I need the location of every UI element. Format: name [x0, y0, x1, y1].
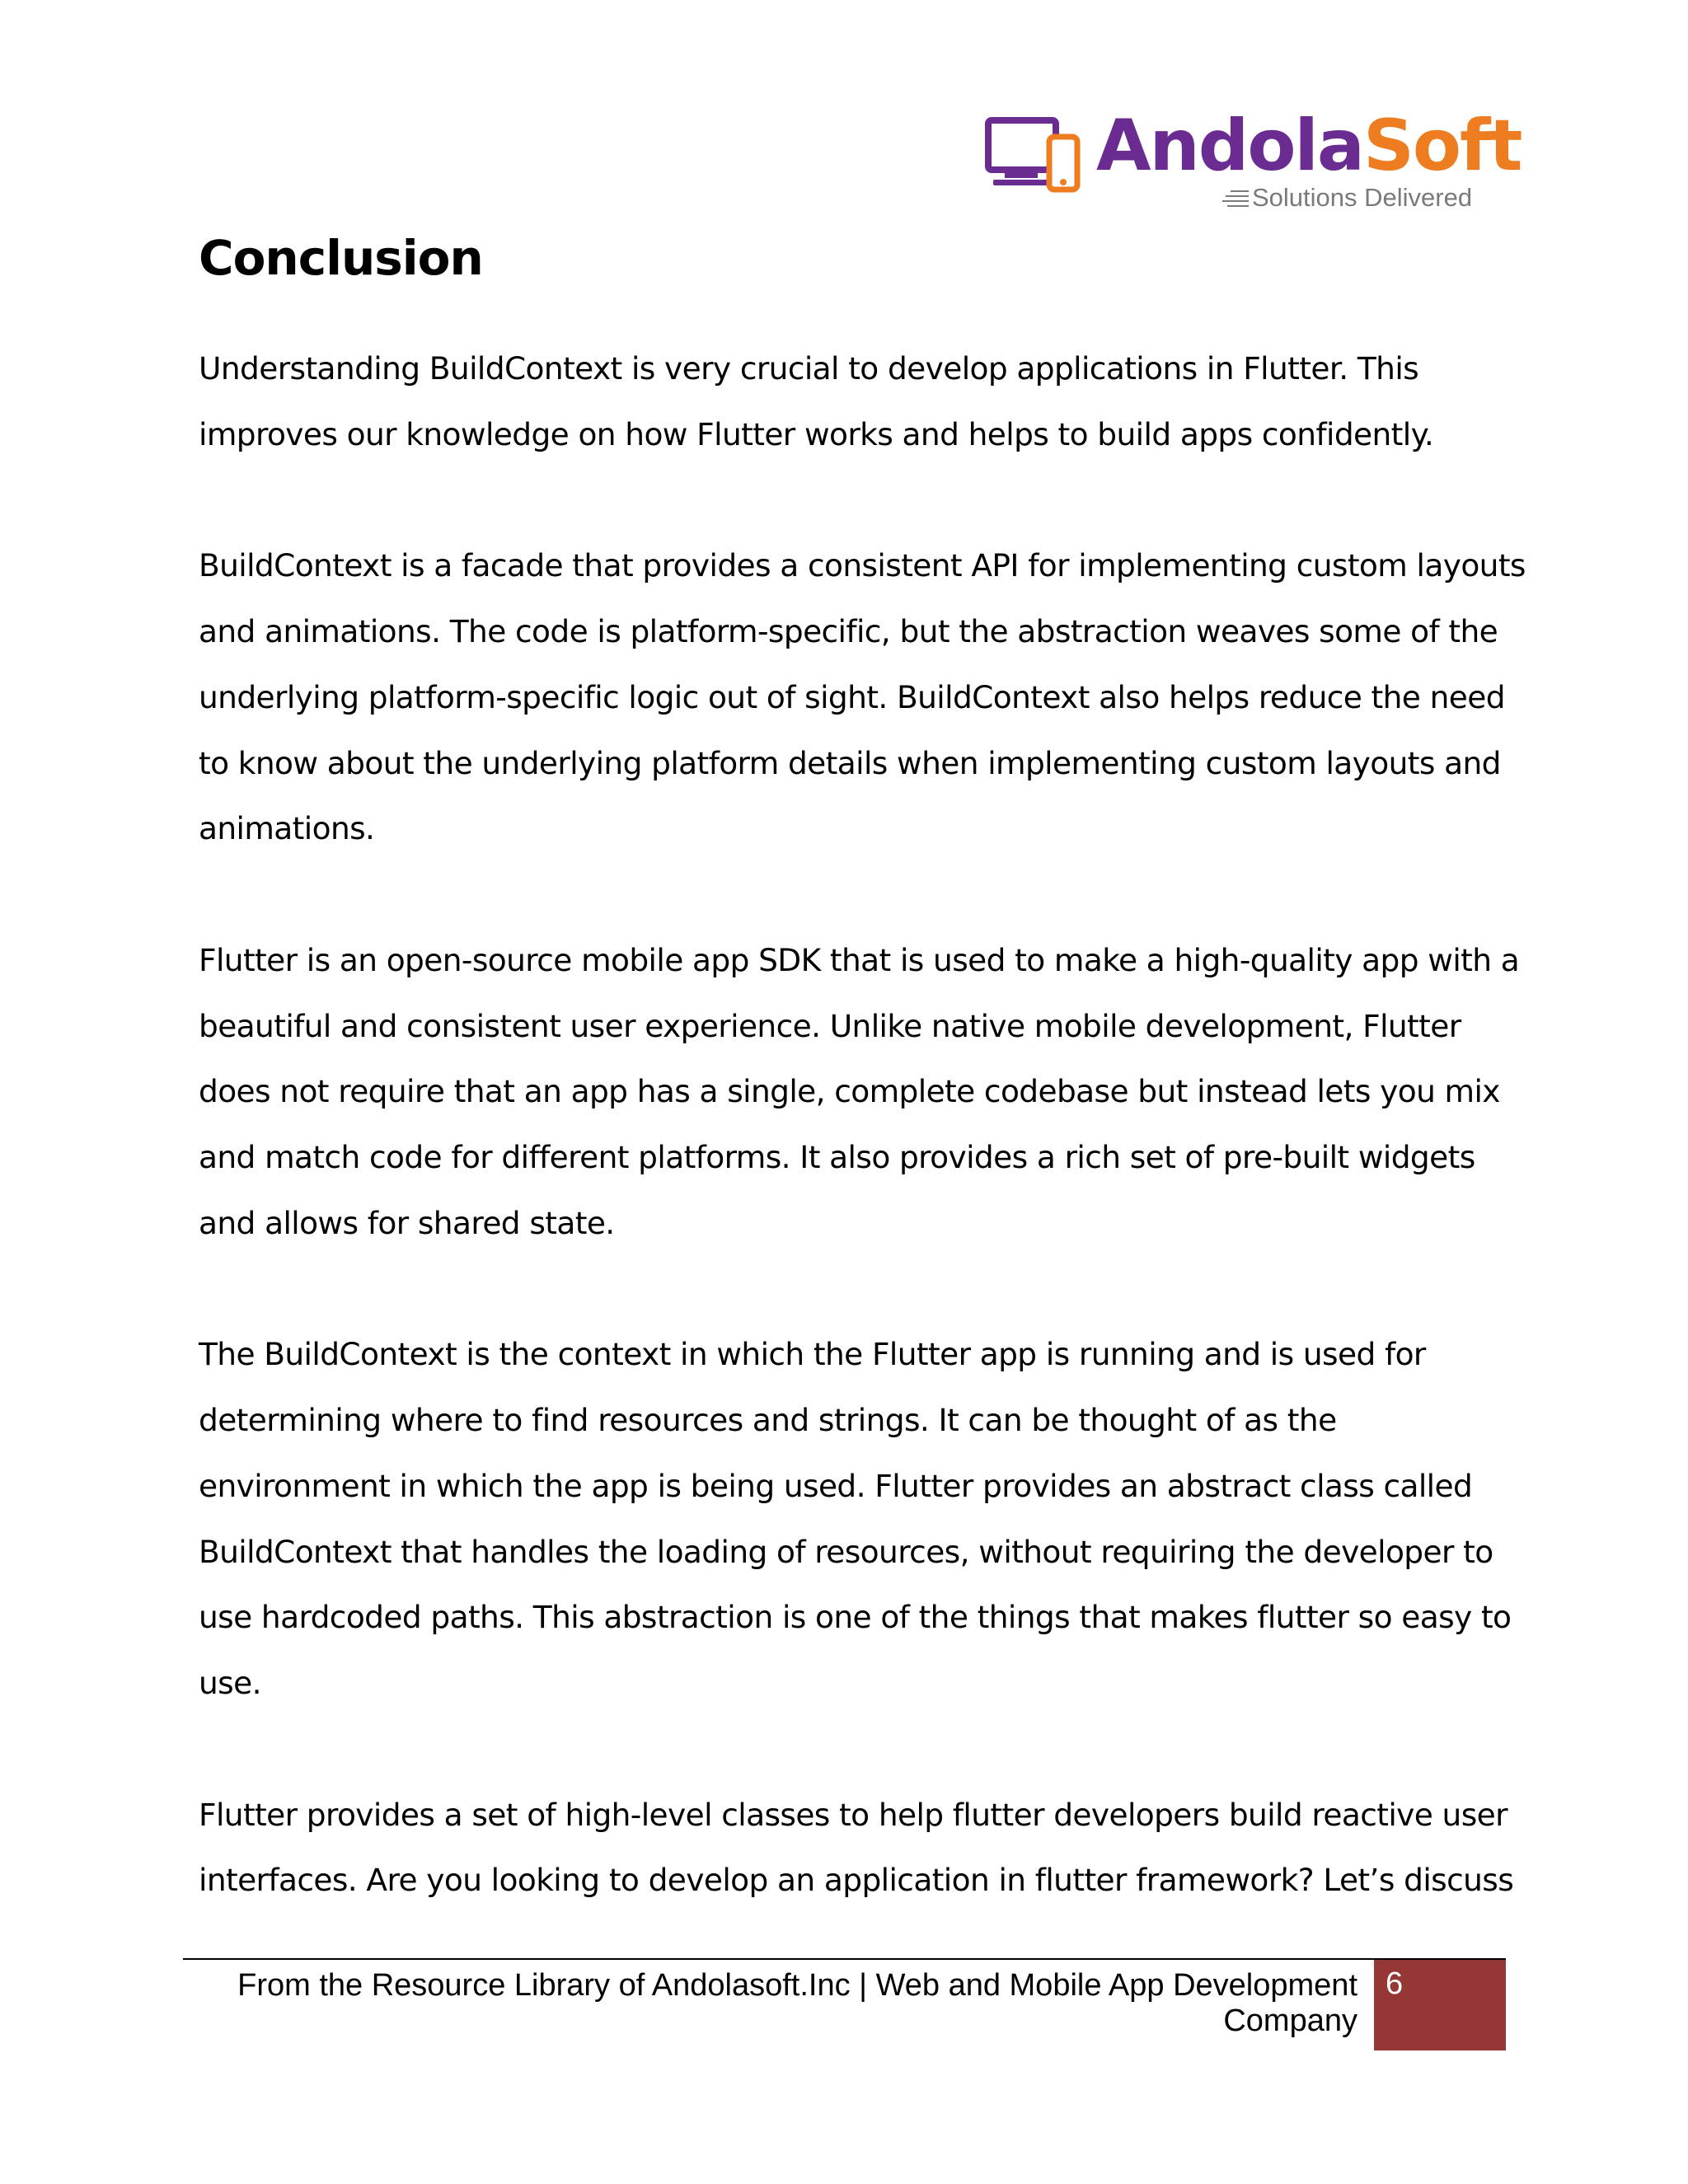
footer-line-2: Company — [1223, 2004, 1357, 2038]
page-number: 6 — [1386, 1966, 1404, 2001]
logo-tagline — [1222, 183, 1472, 213]
andolasoft-logo — [985, 105, 1522, 214]
text-line: beautiful and consistent user experience. Unlike native mobile development, Flutter — [199, 1007, 1461, 1044]
devices-icon — [985, 115, 1084, 194]
text-line: use hardcoded paths. This abstraction is one of the things that makes flutter so easy to — [199, 1599, 1512, 1636]
logo-wordmark — [1096, 101, 1521, 191]
paragraph-1 — [199, 336, 1517, 467]
logo-tagline-text: Solutions Delivered — [1252, 183, 1473, 212]
page-number-box — [1374, 1960, 1506, 2050]
text-line: BuildContext that handles the loading of resources, without requiring the developer to — [199, 1533, 1493, 1570]
page-title: Conclusion — [199, 230, 483, 286]
text-line: improves our knowledge on how Flutter works and helps to build apps confidently. — [199, 415, 1434, 452]
text-line: Flutter provides a set of high-level classes to help flutter developers build reactive user — [199, 1796, 1507, 1833]
footer-divider — [183, 1958, 1506, 1960]
logo-brand-soft: Soft — [1362, 105, 1522, 187]
tagline-lines-icon — [1222, 189, 1249, 207]
text-line: and allows for shared state. — [199, 1204, 615, 1241]
text-line: Understanding BuildContext is very crucial to develop applications in Flutter. This — [199, 350, 1419, 387]
text-line: and animations. The code is platform-specific, but the abstraction weaves some of the — [199, 613, 1498, 650]
paragraph-3 — [199, 928, 1520, 1257]
text-line: interfaces. Are you looking to develop an application in flutter framework? Let’s discuss — [199, 1862, 1514, 1899]
text-line: use. — [199, 1664, 261, 1701]
footer-line-1: From the Resource Library of Andolasoft.Inc | Web and Mobile App Development — [237, 1968, 1357, 2003]
text-line: underlying platform-specific logic out of sight. BuildContext also helps reduce the need — [199, 678, 1505, 715]
paragraph-2 — [199, 533, 1526, 862]
text-line: does not require that an app has a single, complete codebase but instead lets you mix — [199, 1073, 1500, 1110]
text-line: to know about the underlying platform details when implementing custom layouts and — [199, 744, 1501, 781]
text-line: environment in which the app is being used. Flutter provides an abstract class called — [199, 1467, 1473, 1504]
paragraph-4 — [199, 1322, 1517, 1716]
text-line: The BuildContext is the context in which the Flutter app is running and is used for — [199, 1336, 1426, 1373]
footer-text — [183, 1968, 1357, 2039]
text-line: BuildContext is a facade that provides a consistent API for implementing custom layouts — [199, 547, 1526, 584]
logo-brand-andola: Andola — [1096, 105, 1363, 187]
text-line: Flutter is an open-source mobile app SDK that is used to make a high-quality app with a — [199, 941, 1520, 978]
text-line: determining where to find resources and strings. It can be thought of as the — [199, 1402, 1337, 1439]
body-text — [199, 336, 1526, 1980]
text-line: animations. — [199, 810, 375, 847]
paragraph-5 — [199, 1783, 1517, 1914]
text-line: and match code for different platforms. It also provides a rich set of pre-built widgets — [199, 1139, 1475, 1176]
